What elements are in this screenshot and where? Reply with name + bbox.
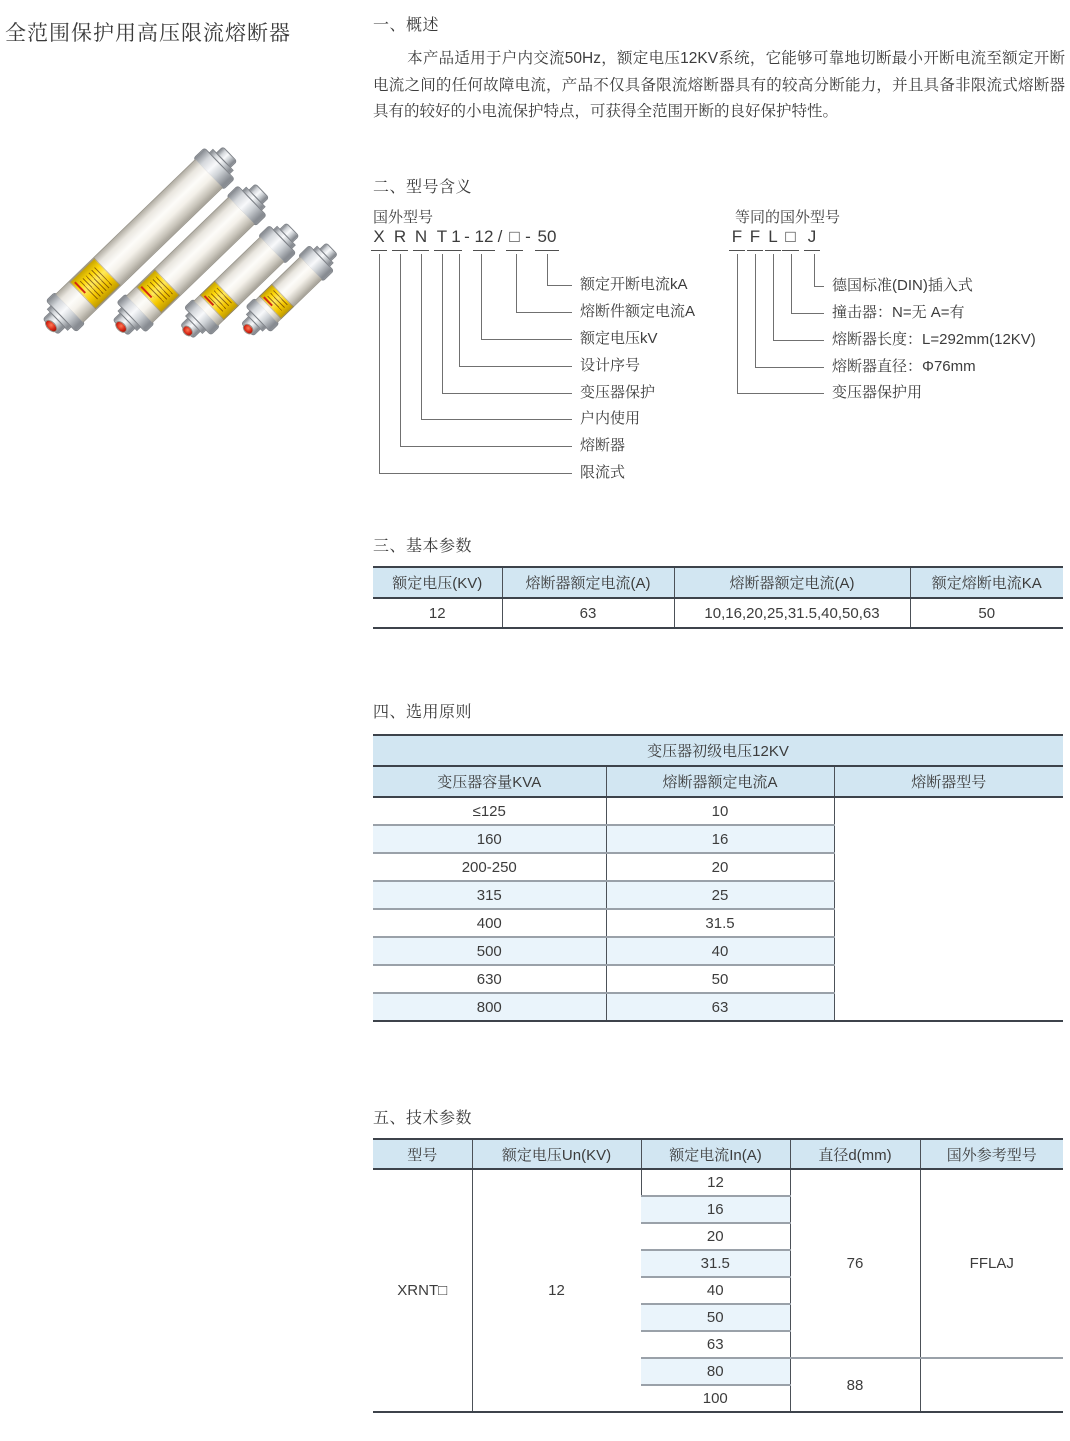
table-cell: 200-250 xyxy=(373,853,606,881)
model-label: 熔断件额定电流A xyxy=(580,303,696,320)
connector-line xyxy=(421,419,572,420)
model-label: 熔断器 xyxy=(580,437,626,454)
section-heading-basic-params: 三、基本参数 xyxy=(373,538,473,555)
connector-line xyxy=(773,254,774,340)
fuse-label-band xyxy=(71,259,120,308)
connector-line xyxy=(516,312,572,313)
voltage-cell: 12 xyxy=(472,1169,641,1412)
connector-line xyxy=(755,367,824,368)
column-header: 国外参考型号 xyxy=(920,1139,1063,1169)
model-label: 熔断器长度：L=292mm(12KV) xyxy=(832,331,1036,348)
model-label: 额定开断电流kA xyxy=(580,276,688,293)
code-char: 12 xyxy=(473,227,495,251)
fuse-label-text xyxy=(79,266,112,299)
code-char: X xyxy=(371,227,387,251)
striker-indicator-dot xyxy=(180,323,195,339)
column-header: 额定电流In(A) xyxy=(641,1139,790,1169)
table-row xyxy=(373,598,1063,628)
table-cell: 500 xyxy=(373,937,606,965)
table-cell: 40 xyxy=(606,937,834,965)
current-cell: 80 xyxy=(641,1358,790,1385)
model-label: 德国标准(DIN)插入式 xyxy=(832,277,973,294)
connector-line xyxy=(814,254,815,286)
connector-line xyxy=(379,473,572,474)
connector-line xyxy=(400,446,572,447)
code-char: F xyxy=(747,227,763,251)
table-cell: 315 xyxy=(373,881,606,909)
table-cell: 800 xyxy=(373,993,606,1021)
striker-indicator-dot xyxy=(113,319,129,335)
code-char: □ xyxy=(782,227,799,251)
fuse-label-text xyxy=(145,277,173,305)
connector-line xyxy=(379,254,380,473)
connector-line xyxy=(442,254,443,393)
table-title: 变压器初级电压12KV xyxy=(373,735,1063,766)
model-label: 变压器保护用 xyxy=(832,384,923,401)
table-cell: 50 xyxy=(606,965,834,993)
connector-line xyxy=(755,254,756,367)
table-cell: 12 xyxy=(428,604,446,622)
table-cell: 10,16,20,25,31.5,40,50,63 xyxy=(674,598,910,628)
table-row xyxy=(373,797,1063,825)
connector-line xyxy=(547,254,548,285)
table-cell: 50 xyxy=(910,598,1063,628)
model-label: 设计序号 xyxy=(580,357,641,374)
column-header: 额定电压(KV) xyxy=(373,567,502,598)
foreign-ref-cell: FFLAJ xyxy=(920,1169,1063,1358)
table-cell: 25 xyxy=(606,881,834,909)
code-char: R xyxy=(392,227,408,251)
code-char: □ xyxy=(506,227,523,251)
connector-line xyxy=(516,254,517,312)
table-cell: 400 xyxy=(373,909,606,937)
column-header: 熔断器型号 xyxy=(834,766,1063,797)
current-cell: 20 xyxy=(641,1223,790,1250)
current-cell: 100 xyxy=(702,1390,728,1407)
foreign-model-title: 等同的国外型号 xyxy=(735,209,841,226)
table-header-row xyxy=(373,567,1063,598)
table-cell: 160 xyxy=(373,825,606,853)
column-header: 型号 xyxy=(373,1139,472,1169)
product-photo xyxy=(0,140,360,370)
code-char: L xyxy=(765,227,781,251)
connector-line xyxy=(481,339,572,340)
tech-params-table xyxy=(373,1138,1063,1413)
section-heading-model: 二、型号含义 xyxy=(373,179,473,196)
table-cell: ≤125 xyxy=(373,797,606,825)
code-char: J xyxy=(804,227,820,251)
section-heading-overview: 一、概述 xyxy=(373,17,440,34)
code-char: / xyxy=(497,227,503,246)
overview-paragraph: 本产品适用于户内交流50Hz，额定电压12KV系统，它能够可靠地切断最小开断电流至额定开断电流之间的任何故障电流，产品不仅具备限流熔断器具有的较高分断能力，并且具备非限流式熔断器具有的较好的小电流保护特点，可获得全范围开断的良好保护特性。 xyxy=(373,50,1065,120)
connector-line xyxy=(459,254,460,366)
current-cell: 40 xyxy=(641,1277,790,1304)
column-header: 额定熔断电流KA xyxy=(910,567,1063,598)
model-label: 额定电压kV xyxy=(580,330,658,347)
table-cell: 20 xyxy=(606,853,834,881)
connector-line xyxy=(791,254,792,313)
connector-line xyxy=(442,393,572,394)
connector-line xyxy=(547,285,572,286)
table-cell: 31.5 xyxy=(606,909,834,937)
table-row xyxy=(373,1169,1063,1196)
connector-line xyxy=(737,254,738,393)
model-cell: XRNT□ xyxy=(397,1282,448,1299)
diameter-cell: 76 xyxy=(790,1169,920,1358)
connector-line xyxy=(459,366,572,367)
foreign-ref-cell xyxy=(920,1358,1063,1412)
model-label: 熔断器直径：Φ76mm xyxy=(832,358,976,375)
model-label: 变压器保护 xyxy=(580,384,656,401)
column-header: 熔断器额定电流(A) xyxy=(674,567,910,598)
diameter-cell: 88 xyxy=(790,1358,920,1412)
basic-params-table xyxy=(373,566,1063,629)
code-char: F xyxy=(729,227,745,251)
column-header: 额定电压Un(KV) xyxy=(472,1139,641,1169)
fuse-label-text xyxy=(208,288,232,312)
model-label: 撞击器：N=无 A=有 xyxy=(832,304,965,321)
connector-line xyxy=(773,340,824,341)
code-char: 50 xyxy=(535,227,559,251)
connector-line xyxy=(400,254,401,446)
table-title-row xyxy=(373,735,1063,766)
code-char: - xyxy=(525,227,531,246)
model-label: 户内使用 xyxy=(580,410,641,427)
fuse-model-cell xyxy=(834,797,1063,1021)
current-cell: 12 xyxy=(641,1169,790,1196)
code-char: - xyxy=(464,227,470,246)
connector-line xyxy=(737,393,824,394)
connector-line xyxy=(481,254,482,339)
striker-indicator-dot xyxy=(241,322,256,337)
code-char: 1 xyxy=(450,227,462,251)
connector-line xyxy=(791,313,824,314)
table-cell: 63 xyxy=(502,598,674,628)
current-cell: 63 xyxy=(641,1331,790,1358)
domestic-model-title: 国外型号 xyxy=(373,209,434,226)
code-char: N xyxy=(413,227,429,251)
code-char: T xyxy=(434,227,450,251)
column-header: 熔断器额定电流(A) xyxy=(502,567,674,598)
column-header: 直径d(mm) xyxy=(790,1139,920,1169)
striker-indicator-dot xyxy=(43,317,60,334)
selection-table xyxy=(373,734,1063,1022)
column-header: 变压器容量KVA xyxy=(373,766,606,797)
table-cell: 10 xyxy=(606,797,834,825)
connector-line xyxy=(421,254,422,419)
column-header: 熔断器额定电流A xyxy=(606,766,834,797)
page-title: 全范围保护用高压限流熔断器 xyxy=(5,22,291,45)
table-cell: 16 xyxy=(606,825,834,853)
table-cell: 63 xyxy=(606,993,834,1021)
fuse-label-band xyxy=(138,270,180,312)
current-cell: 31.5 xyxy=(641,1250,790,1277)
fuse-label-band xyxy=(201,282,237,319)
connector-line xyxy=(814,286,824,287)
section-heading-tech-params: 五、技术参数 xyxy=(373,1110,473,1127)
section-heading-selection: 四、选用原则 xyxy=(373,704,473,721)
table-cell: 630 xyxy=(373,965,606,993)
model-label: 限流式 xyxy=(580,464,626,481)
current-cell: 16 xyxy=(641,1196,790,1223)
table-header-row xyxy=(373,1139,1063,1169)
current-cell: 50 xyxy=(641,1304,790,1331)
table-header-row xyxy=(373,766,1063,797)
